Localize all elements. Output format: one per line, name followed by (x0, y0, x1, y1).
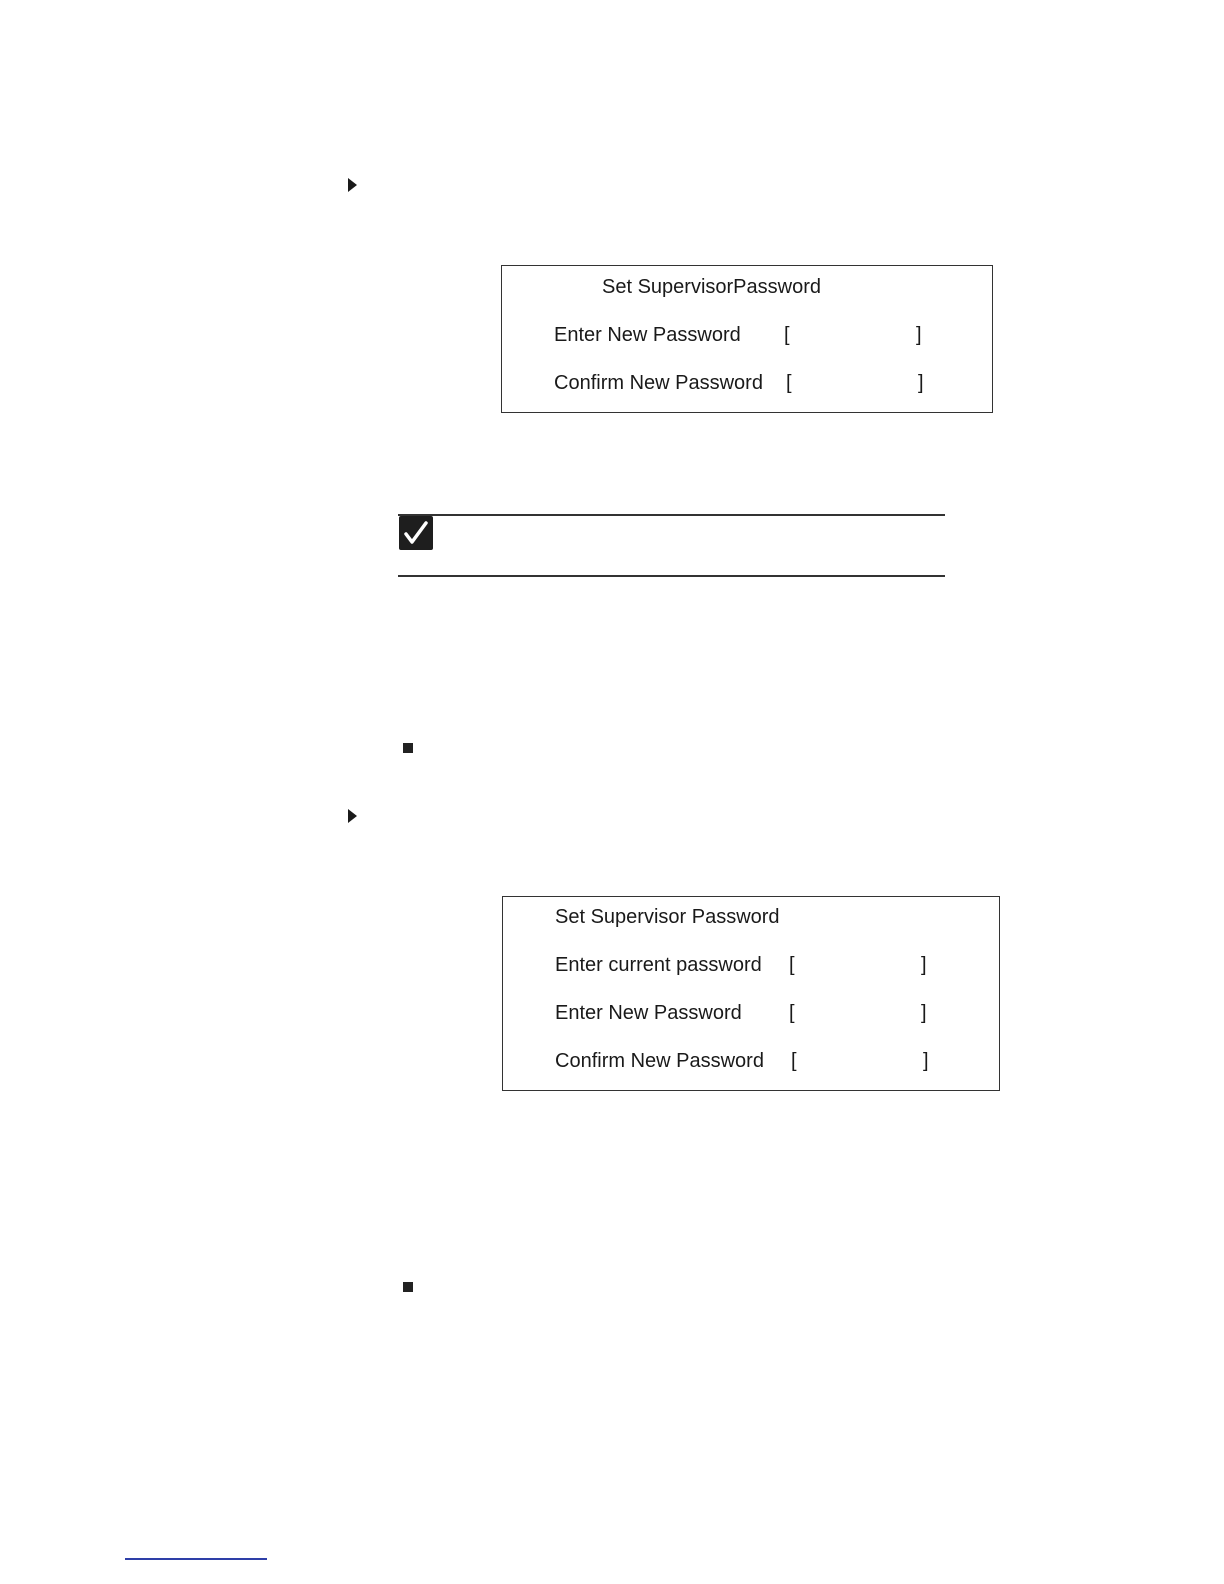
field-open-bracket: [ (786, 372, 792, 394)
triangle-right-icon (348, 809, 357, 823)
enter-new-password-field[interactable] (801, 1001, 917, 1025)
confirm-new-password-field[interactable] (803, 1049, 919, 1073)
enter-new-password-field[interactable] (796, 323, 912, 347)
footer-link-underline[interactable] (125, 1558, 267, 1560)
field-close-bracket: ] (916, 324, 922, 346)
dialog-title: Set SupervisorPassword (602, 276, 821, 298)
note-top-rule (398, 514, 945, 516)
confirm-new-password-label: Confirm New Password (554, 372, 763, 394)
enter-new-password-label: Enter New Password (554, 324, 741, 346)
field-close-bracket: ] (921, 1002, 927, 1024)
field-close-bracket: ] (921, 954, 927, 976)
field-close-bracket: ] (918, 372, 924, 394)
confirm-new-password-field[interactable] (798, 371, 914, 395)
change-supervisor-password-dialog (502, 896, 1000, 1091)
enter-current-password-field[interactable] (801, 953, 917, 977)
square-icon (403, 1282, 413, 1292)
set-supervisor-password-dialog (501, 265, 993, 413)
square-icon (403, 743, 413, 753)
dialog-title: Set Supervisor Password (555, 906, 780, 928)
enter-new-password-label: Enter New Password (555, 1002, 742, 1024)
checkmark-icon (399, 516, 433, 550)
note-bottom-rule (398, 575, 945, 577)
field-close-bracket: ] (923, 1050, 929, 1072)
field-open-bracket: [ (789, 954, 795, 976)
enter-current-password-label: Enter current password (555, 954, 762, 976)
confirm-new-password-label: Confirm New Password (555, 1050, 764, 1072)
field-open-bracket: [ (789, 1002, 795, 1024)
triangle-right-icon (348, 178, 357, 192)
field-open-bracket: [ (791, 1050, 797, 1072)
field-open-bracket: [ (784, 324, 790, 346)
